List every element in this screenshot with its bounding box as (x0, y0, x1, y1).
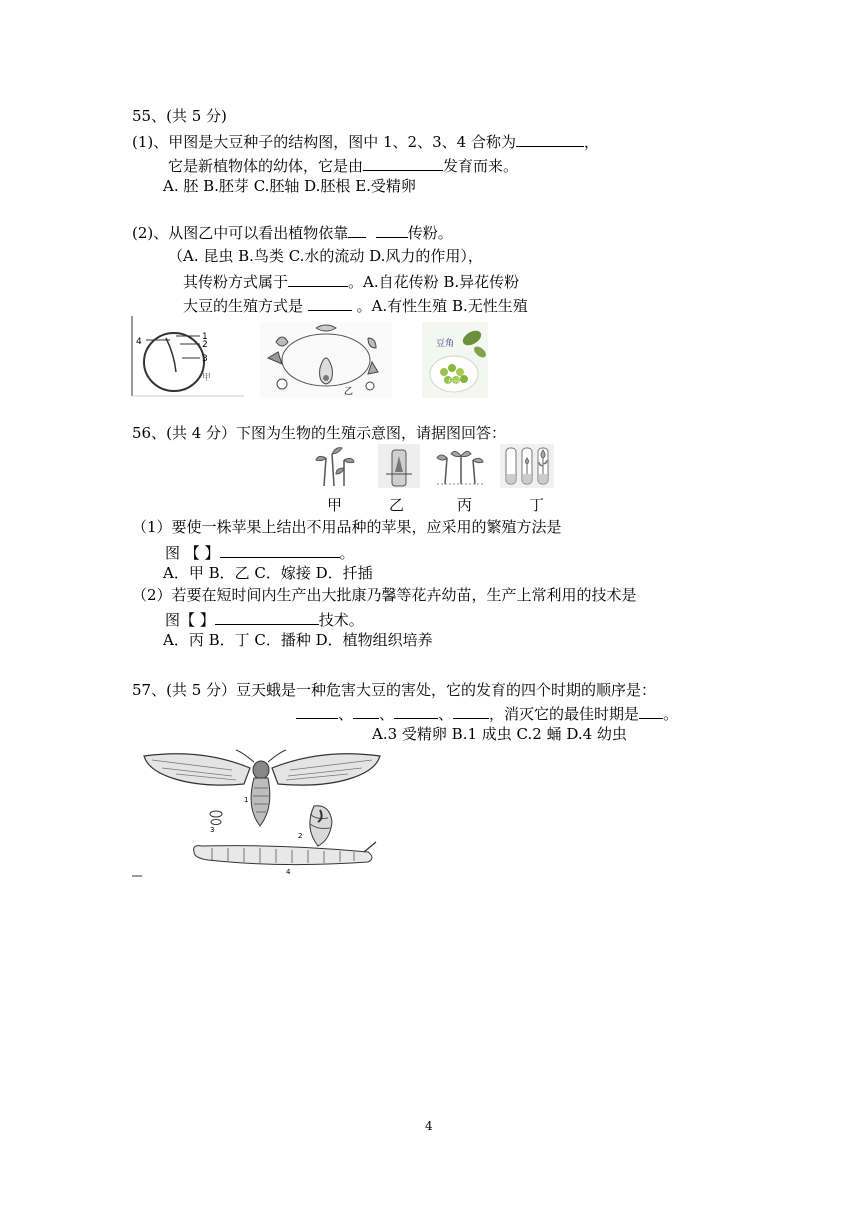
q56-part2-line2 (165, 608, 364, 630)
q56-p2-end: 技术。 (318, 611, 364, 629)
q55-part1-options: A. 胚 B.胚芽 C.胚轴 D.胚根 E.受精卵 (163, 177, 416, 195)
q55-blank-3b[interactable] (376, 221, 408, 238)
moth-label-1: 1 (244, 796, 249, 804)
q56-part1-line1: （1）要使一株苹果上结出不用品种的苹果，应采用的繁殖方法是 (132, 518, 562, 536)
bean-photo-label-doujiao: 豆角 (436, 339, 455, 349)
q57-options: A.3 受精卵 B.1 成虫 C.2 蛹 D.4 幼虫 (372, 725, 627, 743)
seed-label-jia: 甲 (202, 373, 212, 383)
q55-blank-5[interactable] (308, 294, 352, 311)
q55-title: 55、(共 5 分) (132, 107, 227, 125)
q57-end: 。 (663, 705, 679, 723)
q55-p2-text-a: (2)、从图乙中可以看出植物依靠 (132, 224, 349, 242)
q57-blank-4[interactable] (453, 702, 489, 719)
q56-blank-2[interactable] (215, 608, 319, 625)
q55-p1-text-c: 它是新植物体的幼体，它是由 (168, 157, 364, 175)
q55-part1-line2 (168, 154, 518, 176)
q55-blank-4[interactable] (288, 270, 348, 287)
q56-part2-line1: （2）若要在短时间内生产出大批康乃馨等花卉幼苗，生产上常利用的技术是 (132, 586, 637, 604)
q57-title: 57、(共 5 分）豆天蛾是一种危害大豆的害处，它的发育的四个时期的顺序是： (132, 681, 657, 699)
moth-label-2: 2 (298, 832, 303, 840)
q57-blank-1[interactable] (296, 702, 338, 719)
moth-lifecycle-figure (132, 748, 386, 878)
q57-blank-5[interactable] (639, 702, 663, 719)
q57-blank-3[interactable] (394, 702, 438, 719)
q56-fig-label-ding: 丁 (529, 496, 545, 514)
q56-blank-1[interactable] (220, 541, 340, 558)
q55-blank-3[interactable] (348, 221, 366, 238)
seed-structure-figure (130, 314, 246, 398)
q56-part1-line2 (165, 541, 355, 563)
pollination-label-yi: 乙 (344, 387, 354, 397)
q57-sep-3: 、 (438, 705, 454, 723)
q55-blank-2[interactable] (363, 154, 443, 171)
q55-part2-line1 (132, 221, 453, 243)
q55-p2-text-b: 传粉。 (407, 224, 453, 242)
q55-p1-text-a: (1)、甲图是大豆种子的结构图，图中 1、2、3、4 合称为 (132, 133, 516, 151)
q56-p1-bracket[interactable]: 图 【 】 (165, 544, 220, 562)
q55-p2-text-f: 。A.有性生殖 B.无性生殖 (356, 297, 528, 315)
grafting-figure (378, 444, 420, 488)
q56-fig-label-yi: 乙 (389, 496, 405, 514)
q55-p1-text-b: ， (583, 133, 599, 151)
q55-p2-text-e: 大豆的生殖方式是 (183, 297, 304, 315)
bean-photo-label-dadou: 大豆 (446, 378, 460, 386)
q56-fig-label-jia: 甲 (327, 496, 343, 514)
seed-label-1: 1 (202, 332, 208, 342)
layering-figure (435, 444, 487, 488)
q55-part2-line3 (183, 270, 519, 292)
q56-p2-bracket[interactable]: 图【 】 (165, 611, 215, 629)
q56-fig-label-bing: 丙 (457, 496, 473, 514)
q55-blank-1[interactable] (516, 130, 584, 147)
q56-title: 56、(共 4 分）下图为生物的生殖示意图，请据图回答： (132, 424, 507, 442)
moth-label-4: 4 (286, 868, 291, 876)
q57-sep-2: 、 (379, 705, 395, 723)
q55-part1-line1 (132, 130, 599, 152)
bean-photo (422, 322, 488, 398)
q57-answer-line (296, 702, 678, 724)
seed-label-2: 2 (202, 340, 208, 350)
q57-sep-4: ，消灭它的最佳时期是 (489, 705, 640, 723)
moth-label-3: 3 (210, 826, 215, 834)
cutting-figure (310, 444, 358, 488)
page-number: 4 (425, 1119, 433, 1133)
q56-part1-options: A．甲 B．乙 C．嫁接 D．扦插 (163, 564, 373, 582)
tissue-culture-figure (500, 444, 554, 488)
seed-label-4: 4 (136, 337, 142, 347)
seed-label-3: 3 (202, 354, 208, 364)
q57-sep-1: 、 (338, 705, 354, 723)
q55-part2-line4 (183, 294, 528, 316)
q56-p1-end: 。 (339, 544, 355, 562)
q56-part2-options: A．丙 B．丁 C．播种 D．植物组织培养 (163, 631, 433, 649)
q55-p2-text-d: 。A.自花传粉 B.异花传粉 (348, 273, 520, 291)
pollination-figure (260, 322, 392, 398)
q55-p1-text-d: 发育而来。 (443, 157, 519, 175)
q55-p2-text-c: 其传粉方式属于 (183, 273, 289, 291)
q57-blank-2[interactable] (353, 702, 379, 719)
q55-part2-options: （A. 昆虫 B.鸟类 C.水的流动 D.风力的作用）， (168, 247, 483, 265)
